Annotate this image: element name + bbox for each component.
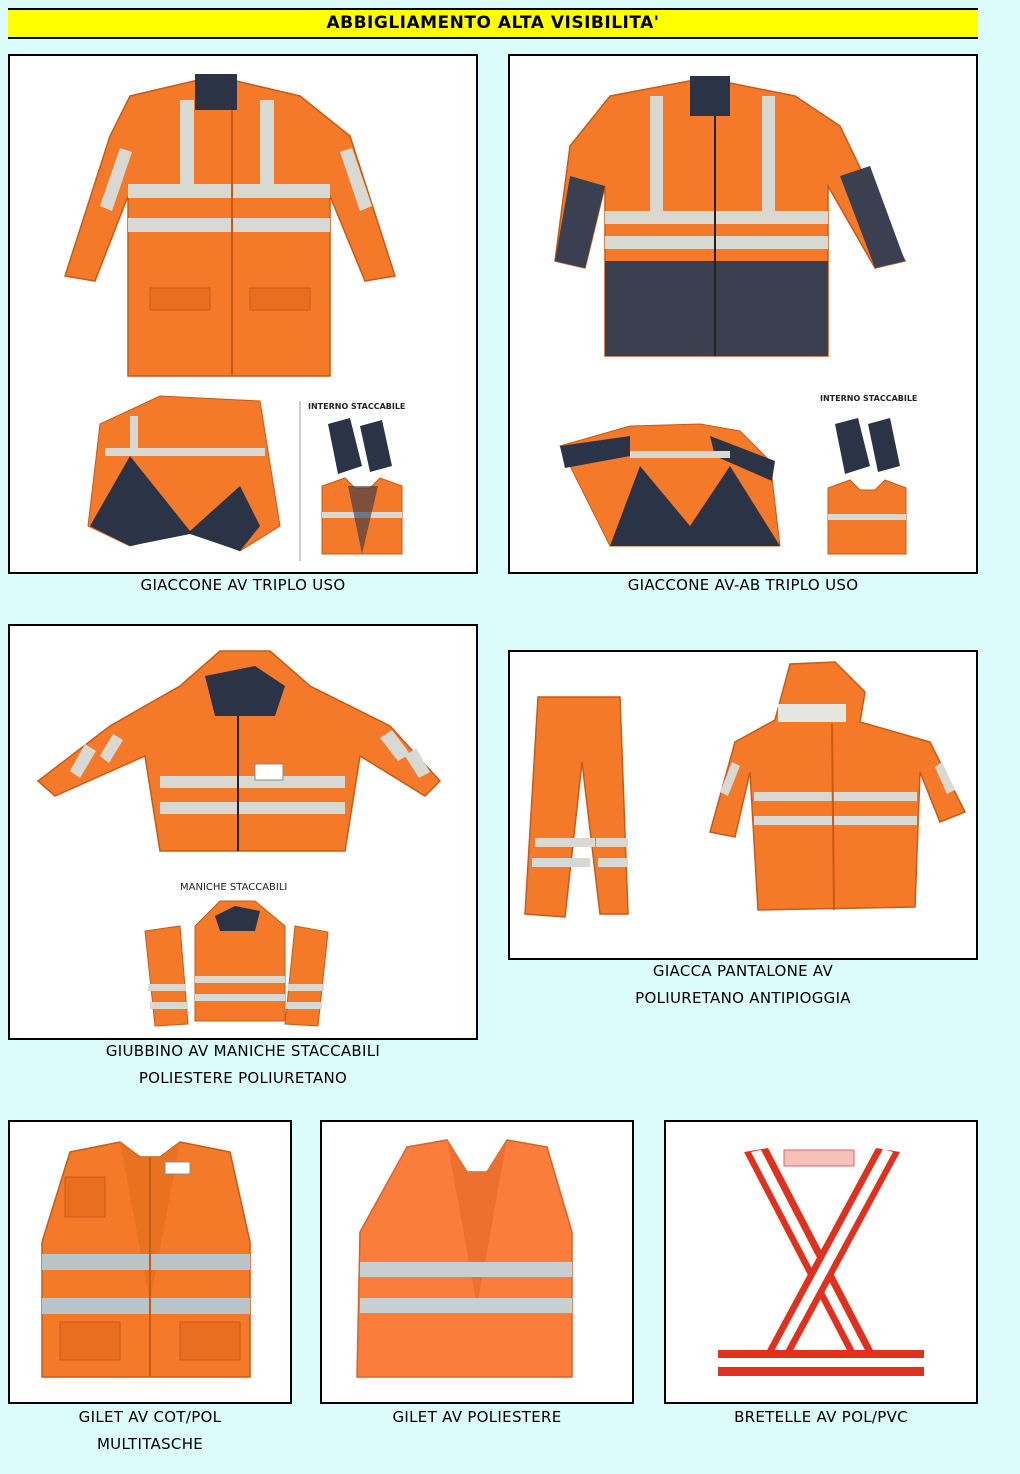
product-frame-giaccone-av-ab xyxy=(508,54,978,574)
jacket-orange-image xyxy=(10,56,476,572)
caption-line: GIUBBINO AV MANICHE STACCABILI xyxy=(105,1042,381,1060)
inset-label-interno-staccabile: INTERNO STACCABILE xyxy=(308,402,406,411)
caption-line: POLIURETANO ANTIPIOGGIA xyxy=(635,989,851,1007)
caption-line: GIACCA PANTALONE AV xyxy=(652,962,834,980)
product-frame-giaccone-av xyxy=(8,54,478,574)
product-caption-giaccone-av-ab xyxy=(508,572,978,599)
caption-line: GIACCONE AV-AB TRIPLO USO xyxy=(627,576,859,594)
inset-label-maniche-staccabili: MANICHE STACCABILI xyxy=(180,882,288,893)
caption-line: POLIESTERE POLIURETANO xyxy=(138,1069,348,1087)
product-caption-giacca-pantalone-av xyxy=(508,958,978,1012)
product-caption-giubbino-av xyxy=(8,1038,478,1092)
product-frame-giacca-pantalone-av xyxy=(508,650,978,960)
product-frame-giubbino-av xyxy=(8,624,478,1040)
jacket-orange-navy-image xyxy=(510,56,976,572)
polyester-vest-image xyxy=(322,1122,632,1402)
multipocket-vest-image xyxy=(10,1122,290,1402)
reflective-braces-image xyxy=(666,1122,976,1402)
caption-line: BRETELLE AV POL/PVC xyxy=(734,1408,908,1426)
product-frame-gilet-multitasche xyxy=(8,1120,292,1404)
caption-line: GIACCONE AV TRIPLO USO xyxy=(140,576,346,594)
product-frame-gilet-poliestere xyxy=(320,1120,634,1404)
caption-line: MULTITASCHE xyxy=(96,1435,204,1453)
product-frame-bretelle xyxy=(664,1120,978,1404)
caption-line: GILET AV POLIESTERE xyxy=(392,1408,562,1426)
product-caption-giaccone-av xyxy=(8,572,478,599)
caption-line: GILET AV COT/POL xyxy=(78,1408,222,1426)
page-title: ABBIGLIAMENTO ALTA VISIBILITA' xyxy=(326,13,660,33)
rain-suit-image xyxy=(510,652,976,958)
inset-label-interno-staccabile: INTERNO STACCABILE xyxy=(820,394,918,403)
bomber-jacket-image xyxy=(10,626,476,1038)
page-title-banner xyxy=(8,8,978,39)
product-caption-gilet-multitasche xyxy=(8,1404,292,1458)
product-caption-bretelle xyxy=(664,1404,978,1431)
product-caption-gilet-poliestere xyxy=(320,1404,634,1431)
